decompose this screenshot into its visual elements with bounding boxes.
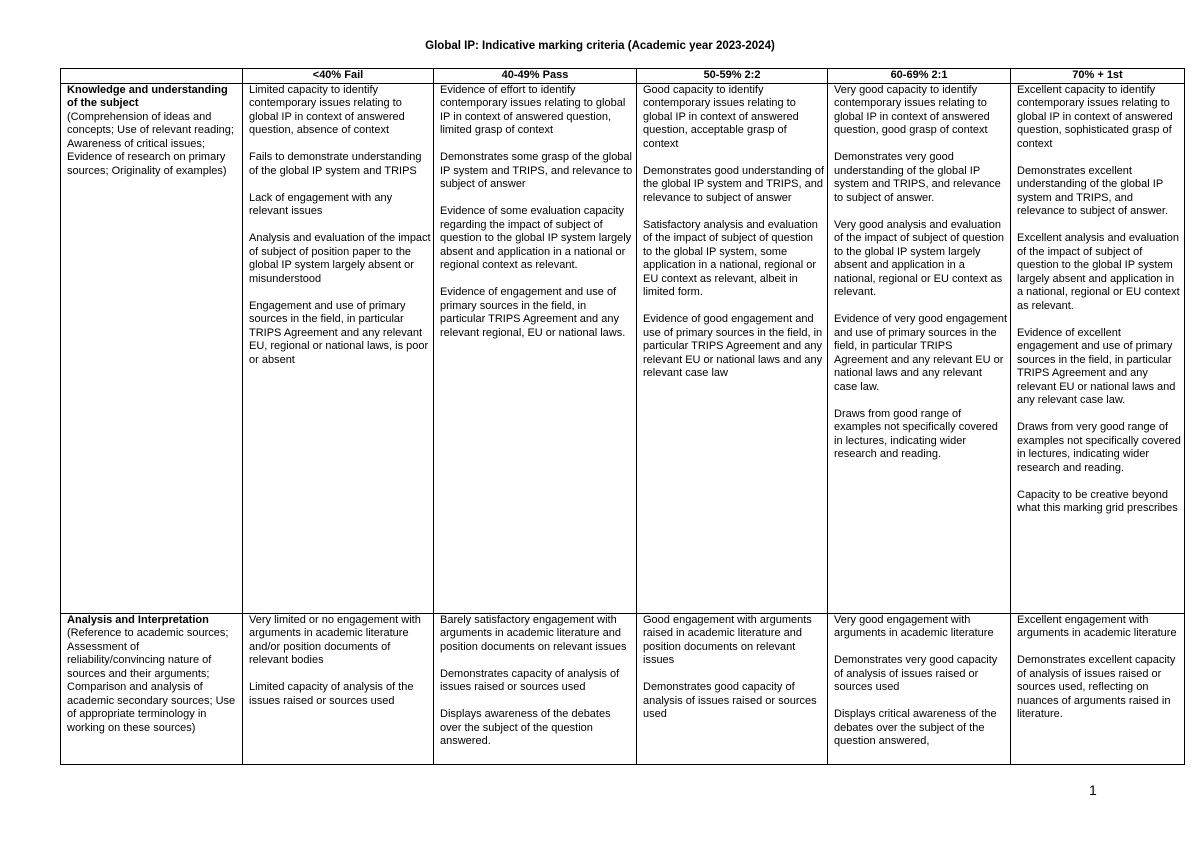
criterion-text: Demonstrates excellent understanding of the global IP system and TRIPS, and relevance to subject of answer.	[1017, 164, 1169, 217]
criterion-text: Very good engagement with arguments in academic literature	[834, 613, 994, 639]
header-2-2: 50-59% 2:2	[637, 69, 828, 84]
criterion-text: Demonstrates capacity of analysis of issues raised or sources used	[440, 667, 620, 693]
criterion-text: Draws from good range of examples not specifically covered in lectures, indicating wider research and reading.	[834, 407, 998, 460]
criterion-text: Fails to demonstrate understanding of the global IP system and TRIPS	[249, 151, 422, 177]
criterion-text: Evidence of effort to identify contemporary issues relating to global IP in context of answered question, limited grasp of context	[440, 83, 626, 136]
criterion-text: Lack of engagement with any relevant issues	[249, 191, 393, 217]
criterion-text: Demonstrates very good understanding of the global IP system and TRIPS, and relevance to subject of answer.	[834, 151, 1001, 204]
criterion-text: Evidence of engagement and use of primary sources in the field, in particular TRIPS Agreement and any relevant regional, EU or national laws.	[440, 286, 626, 339]
grade-cell-pass	[434, 613, 637, 764]
header-first: 70% + 1st	[1011, 69, 1185, 84]
criterion-text: Very good analysis and evaluation of the impact of subject of question to the global IP system largely absent and application in a national, regional or EU context as relevant.	[834, 218, 1004, 298]
criterion-text: Demonstrates very good capacity of analysis of issues raised or sources used	[834, 654, 998, 693]
grade-cell-first	[1011, 83, 1185, 613]
criterion-text: Analysis and evaluation of the impact of subject of position paper to the global IP system largely absent or misunderstood	[249, 232, 431, 285]
criterion-title: Knowledge and understanding of the subject	[67, 83, 228, 109]
criterion-text: Engagement and use of primary sources in the field, in particular TRIPS Agreement and any relevant EU, regional or national laws, is poor or absent	[249, 299, 429, 366]
criterion-cell	[61, 83, 243, 613]
criterion-text: Excellent capacity to identify contemporary issues relating to global IP in context of answered question, sophisticated grasp of context	[1017, 83, 1173, 150]
criterion-text: Demonstrates good capacity of analysis of issues raised or sources used	[643, 681, 817, 720]
criterion-text: Good capacity to identify contemporary issues relating to global IP in context of answered question, acceptable grasp of context	[643, 83, 799, 150]
criterion-title: Analysis and Interpretation	[67, 613, 209, 626]
marking-criteria-table	[60, 68, 1185, 765]
criterion-text: Demonstrates excellent capacity of analysis of issues raised or sources used, reflecting on nuances of arguments raised in literature.	[1017, 654, 1176, 720]
criterion-text: Draws from very good range of examples not specifically covered in lectures, indicating wider research and reading.	[1017, 421, 1181, 474]
criterion-text: Limited capacity of analysis of the issues raised or sources used	[249, 681, 414, 707]
grade-cell-2-1	[828, 83, 1011, 613]
criterion-description: (Reference to academic sources; Assessment of reliability/convincing nature of sources and their arguments; Comparison and analysis of academic secondary sources; Use of appropriate terminology in working on these sources)	[67, 627, 236, 734]
header-row	[61, 69, 1185, 84]
criterion-row-analysis	[61, 613, 1185, 764]
document-title: Global IP: Indicative marking criteria (Academic year 2023-2024)	[425, 40, 775, 52]
criterion-text: Excellent engagement with arguments in academic literature	[1017, 613, 1177, 639]
header-2-1: 60-69% 2:1	[828, 69, 1011, 84]
grade-cell-fail	[243, 613, 434, 764]
criterion-text: Capacity to be creative beyond what this marking grid prescribes	[1017, 488, 1178, 514]
header-criterion	[61, 69, 243, 84]
criterion-text: Evidence of good engagement and use of primary sources in the field, in particular TRIPS Agreement and any relevant EU or national laws and any relevant case law	[643, 313, 823, 379]
header-fail: <40% Fail	[243, 69, 434, 84]
criterion-text: Very limited or no engagement with arguments in academic literature and/or position documents of relevant bodies	[249, 613, 421, 666]
criterion-text: Evidence of very good engagement and use of primary sources in the field, in particular TRIPS Agreement and any relevant EU or national laws and any relevant case law.	[834, 313, 1008, 393]
criterion-text: Displays critical awareness of the debates over the subject of the question answered,	[834, 708, 997, 747]
criterion-text: Displays awareness of the debates over the subject of the question answered.	[440, 708, 611, 747]
criterion-text: Excellent analysis and evaluation of the impact of subject of question to the global IP system largely absent and application in a national, regional or EU context as relevant.	[1017, 232, 1180, 312]
grade-cell-2-2	[637, 83, 828, 613]
criterion-text: Satisfactory analysis and evaluation of the impact of subject of question to the global IP system, some application in a national, regional or EU context as relevant, albeit in limited form.	[643, 218, 818, 298]
grade-cell-2-2	[637, 613, 828, 764]
criterion-cell	[61, 613, 243, 764]
criterion-text: Barely satisfactory engagement with arguments in academic literature and position documents on relevant issues	[440, 613, 627, 653]
criterion-text: Very good capacity to identify contemporary issues relating to global IP in context of answered question, good grasp of context	[834, 83, 990, 136]
criterion-text: Limited capacity to identify contemporary issues relating to global IP in context of answered question, absence of context	[249, 83, 405, 136]
criterion-text: Demonstrates some grasp of the global IP system and TRIPS, and relevance to subject of answer	[440, 151, 633, 190]
grade-cell-pass	[434, 83, 637, 613]
page-number: 1	[1089, 782, 1097, 798]
grade-cell-2-1	[828, 613, 1011, 764]
criterion-text: Good engagement with arguments raised in academic literature and position documents on relevant issues	[643, 613, 812, 666]
grade-cell-first	[1011, 613, 1185, 764]
criterion-text: Evidence of excellent engagement and use of primary sources in the field, in particular TRIPS Agreement and any relevant EU or national laws and any relevant case law.	[1017, 326, 1176, 406]
criterion-description: (Comprehension of ideas and concepts; Use of relevant reading; Awareness of critical issues; Evidence of research on primary sources; Originality of examples)	[67, 110, 234, 177]
header-pass: 40-49% Pass	[434, 69, 637, 84]
grade-cell-fail	[243, 83, 434, 613]
criterion-text: Demonstrates good understanding of the global IP system and TRIPS, and relevance to subject of answer	[643, 164, 825, 204]
criterion-text: Evidence of some evaluation capacity regarding the impact of subject of question to the global IP system largely absent and application in a national or regional context as relevant.	[440, 205, 632, 271]
criterion-row-knowledge	[61, 83, 1185, 613]
